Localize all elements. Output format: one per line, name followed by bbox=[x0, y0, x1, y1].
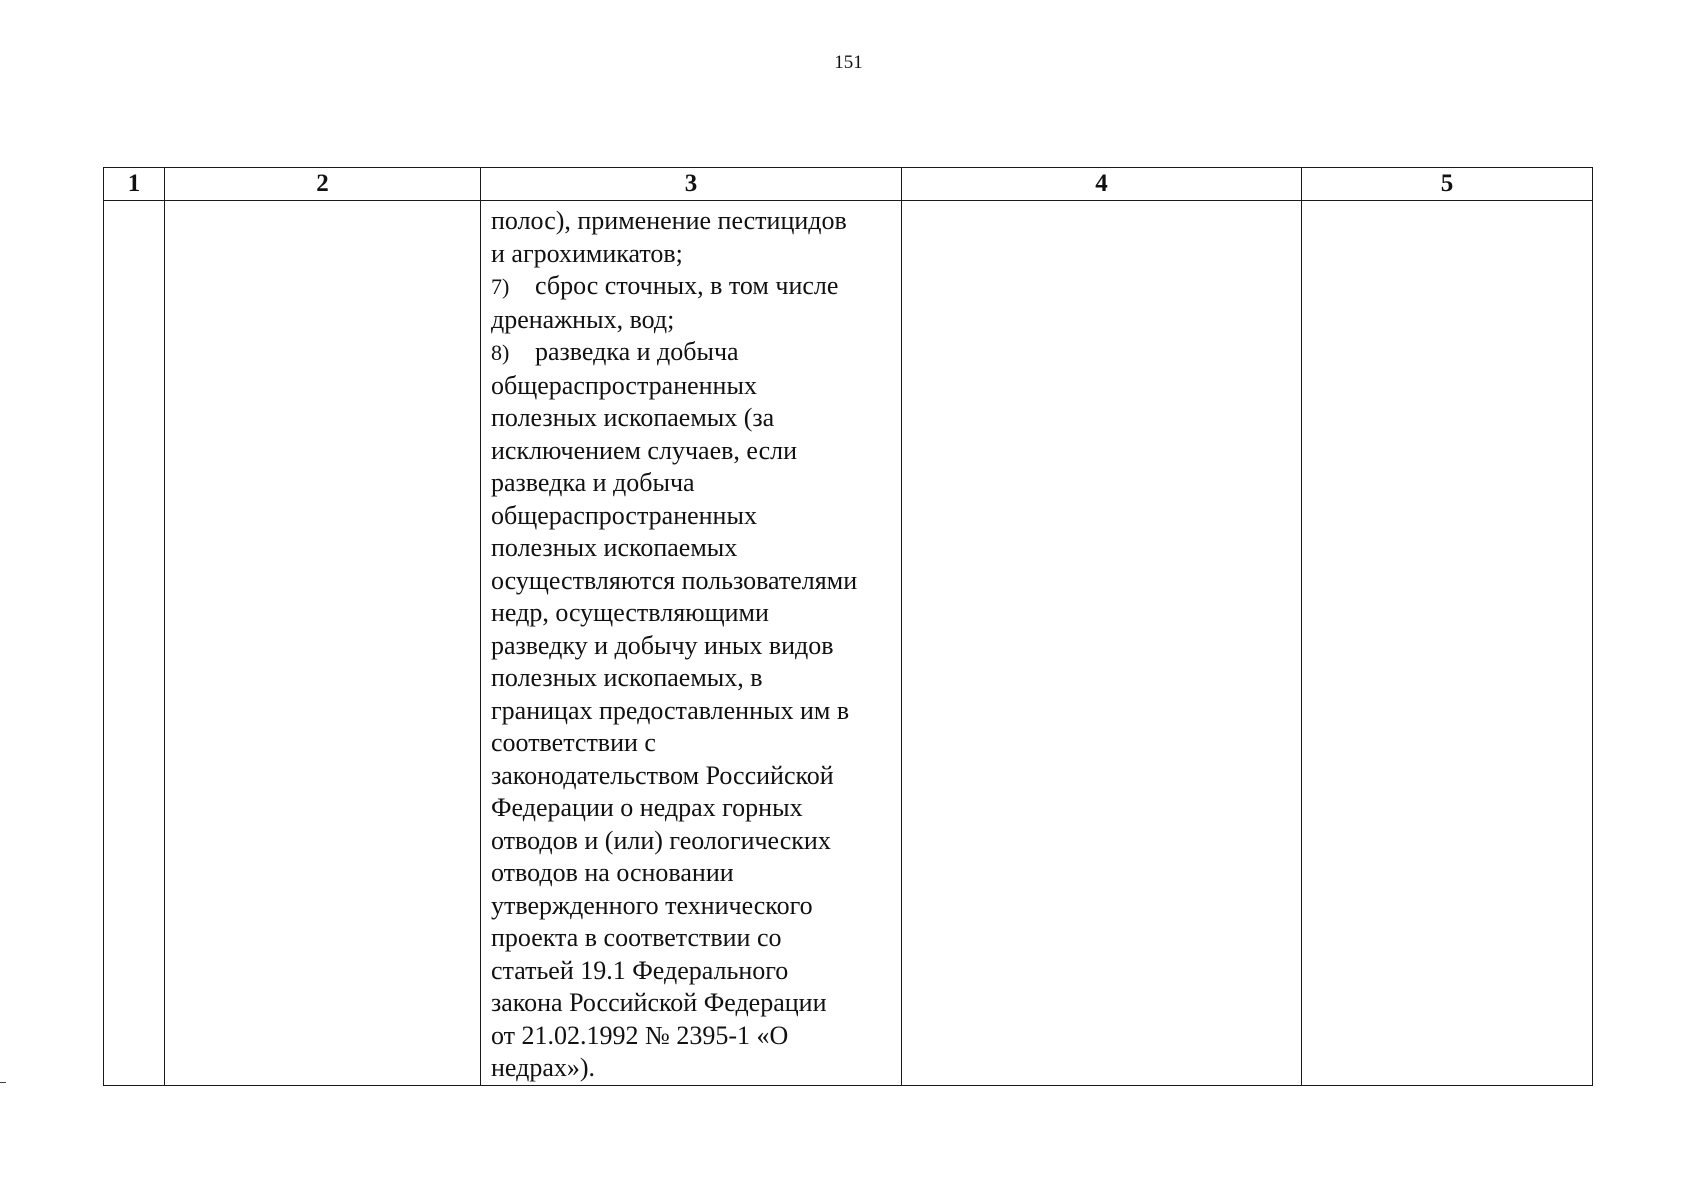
cell-col-2 bbox=[165, 201, 481, 1086]
text-line bbox=[491, 825, 893, 858]
text-line-content: проекта в соответствии со bbox=[491, 923, 782, 952]
document-table bbox=[103, 167, 1593, 1086]
text-line-content: дренажных, вод; bbox=[491, 304, 675, 334]
cell-col-5 bbox=[1302, 201, 1593, 1086]
text-line-content: закона Российской Федерации bbox=[491, 988, 827, 1017]
cell-col-1 bbox=[104, 201, 165, 1086]
text-line-content: общераспространенных bbox=[491, 370, 757, 400]
text-line-content: полезных ископаемых bbox=[491, 533, 738, 562]
text-line-content: разведка и добыча bbox=[491, 468, 695, 497]
text-line bbox=[491, 630, 893, 663]
text-line-content: осуществляются пользователями bbox=[491, 565, 858, 595]
text-line bbox=[491, 270, 893, 304]
cell-col-4 bbox=[902, 201, 1302, 1086]
text-line-content: общераспространенных bbox=[491, 500, 757, 530]
text-line bbox=[491, 565, 893, 598]
text-line bbox=[491, 597, 893, 630]
column-header-2: 2 bbox=[165, 168, 481, 201]
column-header-3: 3 bbox=[481, 168, 902, 201]
text-line bbox=[491, 532, 893, 565]
text-line bbox=[491, 662, 893, 695]
column-header-4: 4 bbox=[902, 168, 1302, 201]
column-header-5: 5 bbox=[1302, 168, 1593, 201]
text-line-content: недрах»). bbox=[491, 1053, 596, 1082]
text-line bbox=[491, 955, 893, 988]
text-line-content: соответствии с bbox=[491, 728, 656, 757]
text-line bbox=[491, 890, 893, 923]
text-line-content: отводов на основании bbox=[491, 858, 734, 887]
text-line-content: Федерации о недрах горных bbox=[491, 793, 803, 822]
column-header-1: 1 bbox=[104, 168, 165, 201]
text-line-content: статьей 19.1 Федерального bbox=[491, 955, 789, 985]
text-line bbox=[491, 987, 893, 1020]
scan-edge-mark bbox=[0, 1082, 6, 1083]
text-line-content: разведка и добыча bbox=[535, 337, 739, 366]
text-line bbox=[491, 1020, 893, 1053]
text-line bbox=[491, 336, 893, 370]
cell-col-3-text bbox=[481, 201, 901, 1085]
text-line bbox=[491, 304, 893, 337]
text-line bbox=[491, 792, 893, 825]
text-line bbox=[491, 727, 893, 760]
text-line-content: утвержденного технического bbox=[491, 890, 813, 920]
list-item-number: 8) bbox=[491, 340, 510, 365]
text-line bbox=[491, 205, 893, 238]
text-line-content: сброс сточных, в том числе bbox=[535, 271, 839, 300]
text-line bbox=[491, 370, 893, 403]
text-line-content: полезных ископаемых, в bbox=[491, 663, 763, 692]
text-line bbox=[491, 857, 893, 890]
text-line bbox=[491, 1052, 893, 1085]
text-line bbox=[491, 435, 893, 468]
text-line-content: и агрохимикатов; bbox=[491, 238, 683, 268]
table-row bbox=[104, 201, 1593, 1086]
text-line-content: разведку и добычу иных видов bbox=[491, 630, 834, 660]
text-line-content: от 21.02.1992 № 2395-1 «О bbox=[491, 1020, 789, 1050]
text-line bbox=[491, 238, 893, 271]
text-line bbox=[491, 695, 893, 728]
text-line-content: полос), применение пестицидов bbox=[491, 206, 847, 235]
text-line-content: законодательством Российской bbox=[491, 760, 834, 790]
text-line bbox=[491, 467, 893, 500]
list-item-number: 7) bbox=[491, 274, 510, 299]
text-line-content: полезных ископаемых (за bbox=[491, 403, 775, 432]
text-line bbox=[491, 760, 893, 793]
text-line bbox=[491, 402, 893, 435]
text-line-content: отводов и (или) геологических bbox=[491, 825, 831, 855]
cell-col-3 bbox=[481, 201, 902, 1086]
text-line-content: границах предоставленных им в bbox=[491, 695, 850, 725]
table-header-row bbox=[104, 168, 1593, 201]
page-number: 151 bbox=[834, 52, 863, 73]
text-line bbox=[491, 500, 893, 533]
text-line-content: исключением случаев, если bbox=[491, 435, 797, 465]
text-line-content: недр, осуществляющими bbox=[491, 598, 769, 627]
text-line bbox=[491, 922, 893, 955]
